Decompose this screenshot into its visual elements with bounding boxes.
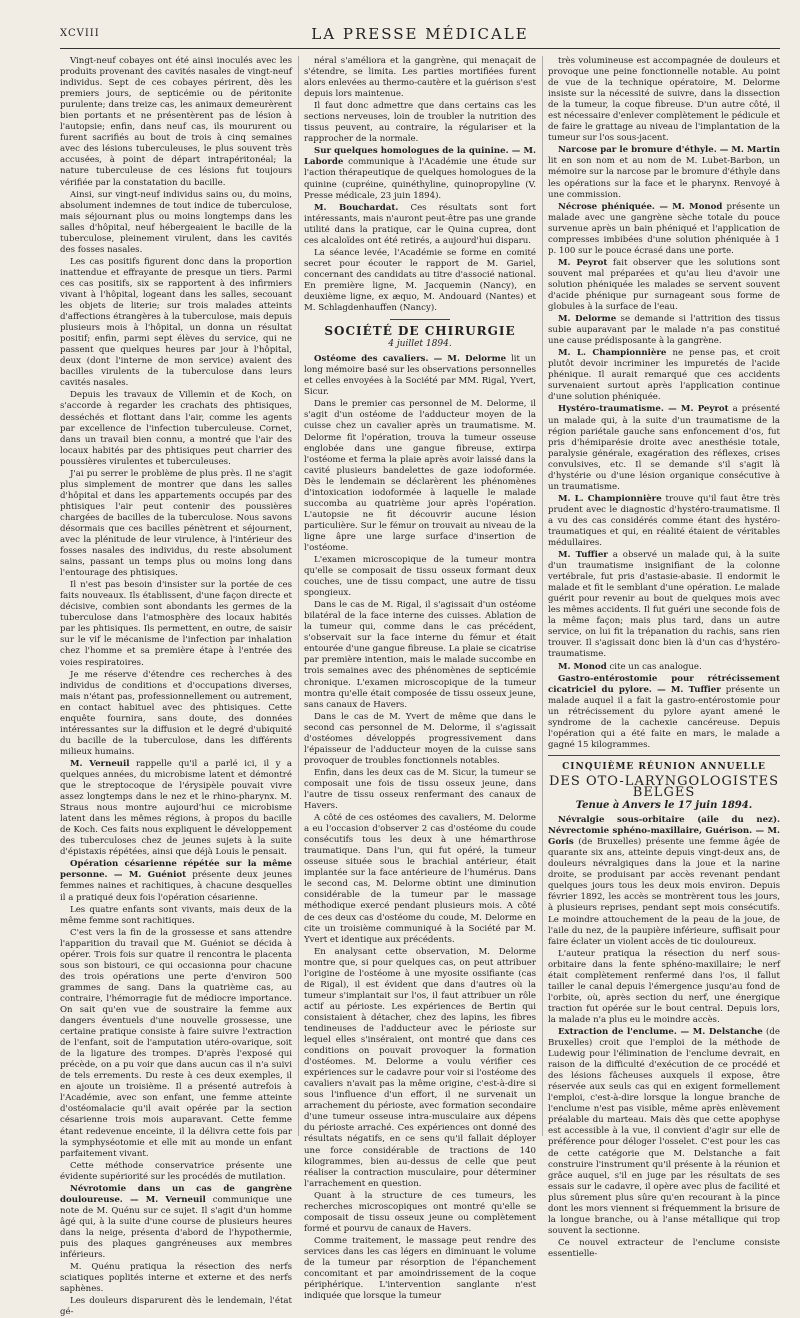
paragraph: Quant à la structure de ces tumeurs, les recherches microscopiques ont montré qu'elle se composait de tissu osseux jeune ou complètement formé et pourvu de canaux de Havers.	[304, 1190, 536, 1234]
paragraph: J'ai pu serrer le problème de plus près. Il ne s'agit plus simplement de montrer que dans les salles d'hôpital et dans les appartements occupés par des phtisiques l'air peut contenir des poussières chargées de bacilles de la tuberculose. Nous savons désormais que ces bacilles pénètrent et séjournent, avec la plénitude de leur virulence, à l'intérieur des fosses nasales des individus, du reste absolument sains, passant un temps plus ou moins long dans l'entourage des phtisiques.	[60, 468, 292, 579]
speaker-name: — M. Guéniot	[107, 870, 187, 881]
paragraph: En analysant cette observation, M. Delorme montre que, si pour quelques cas, on peut attribuer l'origine de l'ostéome à une myosite ossifiante (cas de Rigal), il est évident que dans d'autres où la tumeur s'implantait sur l'os, il faut attribuer un rôle actif au périoste. Les expériences de Bertin qui consistaient à détacher, chez des lapins, les fibres tendineuses de l'adducteur avec le périoste sur lequel elles s'inséraient, ont montré que dans ces conditions on pouvait provoquer la formation d'ostéomes. M. Delorme a voulu vérifier ces expériences sur le cadavre pour voir si l'ostéome des cavaliers n'avait pas la même origine, c'est-à-dire si sous l'influence d'un effort, il ne survenait un arrachement du périoste, avec formation secondaire d'une tumeur osseuse intra-musculaire aux dépens du périoste arraché. Ces expériences ont donné des résultats négatifs, en ce sens qu'il fallait déployer une force considérable de tractions de 140 kilogrammes, bien au-dessus de celle que peut réaliser la contraction musculaire, pour déterminer l'arrachement en question.	[304, 946, 536, 1189]
paragraph	[548, 348, 780, 403]
paragraph: A côté de ces ostéomes des cavaliers, M. Delorme a eu l'occasion d'observer 2 cas d'ostéome du coude consécutifs tous les deux à une hémarthrose traumatique. Dans l'un, qui fut opéré, la tumeur osseuse située sous le brachial antérieur, était implantée sur la face antérieure de l'humérus. Dans le second cas, M. Delorme obtint une diminution considérable de la tumeur par le massage méthodique exercé pendant plusieurs mois. A côté de ces deux cas d'ostéome du coude, M. Delorme en cite un troisième communiqué à la Société par M. Yvert et identique aux précédents.	[304, 813, 536, 945]
section-title: SOCIÉTÉ DE CHIRURGIE	[324, 324, 516, 339]
speaker-name: — M. Delstanche	[676, 1026, 763, 1037]
paragraph: Comme traitement, le massage peut rendre des services dans les cas légers en diminuant le volume de la tumeur par résorption de l'épanchement concomitant et par amoindrissement de la coque périphérique. L'intervention sanglante n'est indiquée que lorsque la tumeur	[304, 1235, 536, 1302]
article-heading: Névrotomie dans un cas de gangrène douloureuse.	[60, 1183, 292, 1205]
article-heading-paragraph	[548, 202, 780, 257]
paragraph	[548, 314, 780, 347]
speaker-name: M. Tuffier	[558, 550, 608, 561]
paragraph: L'auteur pratiqua la résection du nerf sous-orbitaire dans la fente sphéno-maxillaire; le nerf était complètement renfermé dans l'os, il fallut tailler le canal depuis l'émergence jusqu'au fond de l'orbite, où, après section du nerf, une énergique traction fut opérée sur le bout central. Depuis lors, la malade n'a plus eu le moindre accès.	[548, 948, 780, 1025]
paragraph: M. Quénu pratiqua la résection des nerfs sciatiques poplités interne et externe et des nerfs saphènes.	[60, 1262, 292, 1295]
speaker-name: M. Peyrot	[558, 257, 608, 268]
speaker-name: — M. Delorme	[428, 354, 507, 365]
speaker-name: — M. Verneuil	[122, 1194, 206, 1205]
speaker-name: M. Bouchardat.	[314, 202, 399, 213]
paragraph-text: a observé un malade qui, à la suite d'un traumatisme insignifiant de la colonne vertébrale, fut pris d'astasie-abasie. Il endormit le malade et fit le semblant d'une opération. Le malade guérit pour revenir au bout de quelques mois avec les mêmes accidents. Il fut guéri une seconde fois de la même façon; mais plus tard, dans un autre service, on lui fit la trépanation du rachis, sans rien trouver. Il s'agissait donc bien là d'un cas d'hystéro-traumatisme.	[548, 550, 780, 660]
column-3	[548, 56, 781, 1259]
article-heading-paragraph	[60, 859, 292, 903]
paragraph-text: rappelle qu'il a parlé ici, il y a quelques années, du microbisme latent et démontré que le streptocoque de l'érysipèle pouvait vivre assez longtemps dans le nez et le rhino-pharynx. M. Straus nous montre aujourd'hui ce microbisme latent dans les mêmes régions, à propos du bacille de Koch. Ces faits nous expliquent le développement des tuberculoses chez de jeunes sujets à la suite d'épistaxis répétées, ainsi que déjà Louis le pensait.	[60, 758, 292, 858]
paragraph: Il n'est pas besoin d'insister sur la portée de ces faits nouveaux. Ils établissent, d'une façon directe et décisive, combien sont abondants les germes de la tuberculose dans l'atmosphère des locaux habités par les phtisiques. Ils permettent, en outre, de saisir sur le vif le mécanisme de l'infection par inhalation chez l'homme et sa première étape à l'entrée des voies respiratoires.	[60, 580, 292, 668]
section-divider	[548, 755, 780, 756]
meeting-subtitle: Tenue à Anvers le 17 juin 1894.	[575, 800, 753, 812]
page-header	[60, 22, 780, 49]
meeting-title: DES OTO-LARYNGOLOGISTES BELGES	[549, 773, 779, 800]
paragraph-text: communique à l'Académie une étude sur l'action thérapeutique de quelques homologues de la quinine (cupréine, quinéthyline, quinopropyline (V. Presse médicale, 23 juin 1894).	[304, 157, 536, 201]
paragraph-text: cite un cas analogue.	[606, 661, 702, 672]
speaker-name: — M. Peyrot	[663, 404, 729, 415]
paragraph: Les quatre enfants sont vivants, mais deux de la même femme sont rachitiques.	[60, 904, 292, 926]
paragraph: néral s'améliora et la gangrène, qui menaçait de s'étendre, se limita. Les parties mortifiées furent alors enlevées au thermo-cautère et la guérison s'est depuis lors maintenue.	[304, 56, 536, 100]
page-folio: XCVIII	[60, 28, 100, 39]
paragraph-text: trouve qu'il faut être très prudent avec le diagnostic d'hystéro-traumatisme. Il a vu des cas considérés comme étant des hystéro-traumatiques et qui, en réalité étaient de véritables médullaires.	[548, 493, 780, 549]
paragraph-text: (de Bruxelles) croit que l'emploi de la méthode de Ludewig pour l'élimination de l'enclume devrait, en raison de la difficulté d'exécution de ce procédé et des lésions fâcheuses auxquels il expose, être réservée aux seuls cas qui en exigent formellement l'emploi, c'est-à-dire lorsque la longue branche de l'enclume n'est pas visible, même après enlèvement préalable du marteau. Mais dès que cette apophyse est accessible à la vue, il convient d'agir sur elle de préférence pour déloger l'osselet. C'est pour les cas de cette catégorie que M. Delstanche a fait construire l'instrument qu'il présente à la réunion et grâce auquel, s'il en juge par les résultats de ses essais sur le cadavre, il opère avec plus de facilité et plus sûrement plus sûre qu'en recourant à la pince dont les mors viennent si fréquemment la brisure de la longue branche, ou à l'anse métallique qui trop souvent la sectionne.	[548, 1026, 780, 1236]
paragraph: Vingt-neuf cobayes ont été ainsi inoculés avec les produits provenant des cavités nasales de vingt-neuf individus. Sept de ces cobayes périrent, dès les premiers jours, de septicémie ou de péritonite purulente; dans treize cas, les animaux demeurèrent bien portants et ne présentèrent pas de lésion à l'autopsie; enfin, dans neuf cas, ils moururent ou furent sacrifiés au bout de trois à cinq semaines avec des lésions tuberculeuses, le plus souvent très accusées, à point de départ intrapéritonéal; la nature tuberculeuse de ces lésions fut toujours vérifiée par la constatation du bacille.	[60, 56, 292, 188]
article-heading-paragraph	[548, 1027, 780, 1237]
journal-title: LA PRESSE MÉDICALE	[311, 25, 529, 43]
speaker-name: M. L. Championnière	[558, 493, 662, 504]
paragraph: très volumineuse est accompagnée de douleurs et provoque une peine fonctionnelle notable. Au point de vue de la technique opératoire, M. Delorme insiste sur la nécessité de suivre, dans la dissection de la tumeur, la coque fibreuse. D'un autre côté, il est nécessaire d'enlever complètement le pédicule et de faire le grattage au niveau de l'implantation de la tumeur sur l'os sous-jacent.	[548, 56, 780, 144]
paragraph: Dans le cas de M. Rigal, il s'agissait d'un ostéome bilatéral de la face interne des cuisses. Ablation de la tumeur qui, comme dans le cas précédent, s'observait sur la face interne du fémur et était entourée d'une gangue fibreuse. La plaie se cicatrise par première intention, mais le malade succombe en trois semaines avec des phénomènes de septicémie chronique. L'examen microscopique de la tumeur montra qu'elle était composée de tissu osseux jeune, sans canaux de Havers.	[304, 600, 536, 710]
paragraph: Ce nouvel extracteur de l'enclume consiste essentielle-	[548, 1237, 780, 1259]
paragraph	[548, 494, 780, 549]
paragraph: C'est vers la fin de la grossesse et sans attendre l'apparition du travail que M. Guéniot se décida à opérer. Trois fois sur quatre il rencontra le placenta sous son bistouri, ce qui occasionna pour chacune des trois opérations une perte d'environ 500 grammes de sang. Dans la quatrième cas, au contraire, l'hémorragie fut de médiocre importance. On sait qu'en vue de soustraire la femme aux dangers éventuels d'une nouvelle grossesse, une certaine pratique consiste à faire suivre l'extraction de l'enfant, soit de l'amputation utéro-ovarique, soit de la ligature des trompes. D'après l'exposé qui précède, on a pu voir que dans aucun cas il n'a suivi de tels errements. Du reste à ces deux exemples, il en ajoute un troisième. Il a présenté autrefois à l'Académie, avec son enfant, une femme atteinte d'ostéomalacie qu'il avait opérée par la section césarienne trois mois auparavant. Cette femme étant redevenue enceinte, il la délivra cette fois par la symphyséotomie et elle mit au monde un enfant parfaitement vivant.	[60, 927, 292, 1159]
paragraph	[60, 759, 292, 858]
speaker-name: — M. Laborde	[304, 146, 536, 168]
paragraph-text: lit un long mémoire basé sur les observations personnelles et celles envoyées à la Société par MM. Rigal, Yvert, Sicur.	[304, 354, 536, 398]
article-heading-paragraph	[548, 145, 780, 200]
speaker-name: — M. Martin	[716, 145, 780, 156]
paragraph	[304, 203, 536, 247]
article-heading: Gastro-entérostomie pour rétrécissement cicatriciel du pylore.	[548, 673, 780, 695]
section-date: 4 juillet 1894.	[388, 339, 452, 350]
meeting-label: CINQUIÈME RÉUNION ANNUELLE	[562, 761, 766, 772]
speaker-name: — M. Goris	[548, 826, 780, 848]
paragraph: L'examen microscopique de la tumeur montra qu'elle se composait de tissu osseux formant deux couches, une de tissu compact, une autre de tissu spongieux.	[304, 555, 536, 599]
column-1	[60, 56, 292, 1318]
section-divider	[390, 319, 450, 320]
paragraph-text: fait observer que les solutions sont souvent mal préparées et qu'au lieu d'avoir une solution phéniquée les malades se servent souvent d'acide phénique pur surnageant sous forme de globules à la surface de l'eau.	[548, 257, 780, 313]
paragraph: Les cas positifs figurent donc dans la proportion inattendue et effrayante de presque un tiers. Parmi ces cas positifs, six se rapportent à des infirmiers vivant à l'hôpital, logeant dans les salles, secouant les objets de literie; sur trois malades atteints d'affections étrangères à la tuberculose, mais depuis plusieurs mois à l'hôpital, un donna un résultat positif; enfin, parmi sept élèves du service, qui ne passent que quelques heures par jour à l'hôpital, deux (dont l'interne de mon service) avaient des bacilles virulents de la tuberculose dans leurs cavités nasales.	[60, 256, 292, 389]
article-heading: Nécrose phéniquée.	[558, 201, 655, 212]
paragraph: La séance levée, l'Académie se forme en comité secret pour écouter le rapport de M. Gariel, concernant des candidats au titre d'associé national. En première ligne, M. Jacquemin (Nancy), en deuxième ligne, ex æquo, M. Andouard (Nantes) et M. Schlagdenhauffen (Nancy).	[304, 247, 536, 314]
text-columns	[60, 56, 781, 1318]
paragraph	[548, 258, 780, 313]
speaker-name: M. Monod	[558, 661, 607, 672]
article-heading-paragraph	[304, 354, 536, 398]
paragraph: Les douleurs disparurent dès le lendemain, l'état gé-	[60, 1296, 292, 1318]
article-heading-paragraph	[60, 1184, 292, 1261]
speaker-name: — M. Monod	[654, 201, 723, 212]
article-heading-paragraph	[548, 674, 780, 751]
paragraph-text: communique une note de M. Quénu sur ce sujet. Il s'agit d'un homme âgé qui, à la suite d'une course de plusieurs heures dans la neige, présenta d'abord de l'hypothermie, puis des plaques gangréneuses aux membres inférieurs.	[60, 1194, 292, 1261]
paragraph-text: présente un malade avec une gangrène sèche totale du pouce survenue après un bain phéniqué et l'application de compresses imbibées d'une solution phéniquée à 1 p. 100 sur le pouce écrasé dans une porte.	[548, 201, 780, 256]
paragraph: Il faut donc admettre que dans certains cas les sections nerveuses, loin de troubler la nutrition des tissus peuvent, au contraire, la régulariser et la rapprocher de la normale.	[304, 101, 536, 145]
paragraph-text: présente un malade auquel il a fait la gastro-entérostomie pour un rétrécissement du pylore ayant amené le syndrome de la cachexie cancéreuse. Depuis l'opération qui a été faite en mars, le malade a gagné 15 kilogrammes.	[548, 684, 780, 750]
speaker-name: M. Verneuil	[70, 758, 130, 769]
paragraph	[548, 662, 780, 673]
paragraph-text: ne pense pas, et croit plutôt devoir incriminer les impuretés de l'acide phénique. Il aurait remarqué que ces accidents survenaient surtout après l'application continue d'une solution phéniquée.	[548, 348, 780, 403]
article-heading-paragraph	[304, 146, 536, 201]
article-heading: Opération césarienne répétée sur la même personne.	[60, 859, 292, 881]
paragraph-text: présente deux jeunes femmes naines et rachitiques, à chacune desquelles il a pratiqué deux fois l'opération césarienne.	[60, 870, 292, 903]
column-rule	[298, 56, 299, 1136]
column-rule	[542, 56, 543, 1136]
speaker-name: — M. Tuffier	[651, 684, 721, 695]
article-heading: Hystéro-traumatisme.	[558, 404, 664, 415]
paragraph: Dans le premier cas personnel de M. Delorme, il s'agit d'un ostéome de l'adducteur moyen de la cuisse chez un cavalier après un traumatisme. M. Delorme fit l'opération, trouva la tumeur osseuse englobée dans une gangue fibreuse, extirpa l'ostéome et ferma la plaie après avoir laissé dans la cavité plusieurs bandelettes de gaze iodoformée. Dès le lendemain se déclarèrent les phénomènes d'intoxication iodoformée à laquelle le malade succomba au quatrième jour après l'opération. L'autopsie ne fit découvrir aucune lésion particulière. Sur le fémur on trouvait au niveau de la ligne âpre une large surface d'insertion de l'ostéome.	[304, 399, 536, 553]
paragraph: Depuis les travaux de Villemin et de Koch, on s'accorde à regarder les crachats des phtisiques, desséchés et flottant dans l'air, comme les agents par excellence de l'infection tuberculeuse. Cornet, dans un travail bien connu, a montré que l'air des locaux habités par des phtisiques peut charrier des poussières virulentes et tuberculeuses.	[60, 390, 292, 467]
paragraph: Enfin, dans les deux cas de M. Sicur, la tumeur se composait une fois de tissu osseux jeune, dans l'autre de tissu osseux renfermant des canaux de Havers.	[304, 767, 536, 812]
article-heading: Névralgie sous-orbitaire (aile du nez). Névrectomie sphéno-maxillaire, Guérison.	[548, 815, 780, 837]
paragraph-text: se demande si l'attrition des tissus subie auparavant par le malade n'a pas constitué une cause prédisposante à la gangrène.	[548, 314, 780, 347]
article-heading-paragraph	[548, 404, 780, 492]
paragraph	[548, 550, 780, 660]
article-heading: Extraction de l'enclume.	[558, 1026, 677, 1037]
article-heading: Sur quelques homologues de la quinine.	[314, 146, 509, 157]
paragraph: Dans le cas de M. Yvert de même que dans le second cas personnel de M. Delorme, il s'agissait d'ostéomes développés progressivement dans l'épaisseur de l'adducteur moyen de la cuisse sans provoquer de troubles fonctionnels notables.	[304, 711, 536, 766]
paragraph-text: (de Bruxelles) présente une femme âgée de quarante six ans, atteinte depuis vingt-deux ans, de douleurs névralgiques dans la joue et la narine droite, se produisant par accès revenant pendant quelques jours tous les deux mois environ. Depuis février 1892, les accès se montrèrent tous les jours, à plusieurs reprises, pendant sept mois consécutifs. Le moindre attouchement de la peau de la joue, de l'aile du nez, de la paupière inférieure, suffisait pour faire éclater un violent accès de tic douloureux.	[548, 837, 780, 947]
column-2	[304, 56, 536, 1302]
speaker-name: M. L. Championnière	[558, 348, 667, 359]
paragraph: Ainsi, sur vingt-neuf individus sains ou, du moins, absolument indemnes de tout indice de tuberculose, mais séjournant plus ou moins longtemps dans les salles d'hôpital, neuf hébergeaient le bacille de la tuberculose, pleinement virulent, dans les cavités des fosses nasales.	[60, 189, 292, 255]
article-heading: Ostéome des cavaliers.	[314, 354, 429, 365]
paragraph-text: Ces résultats sont fort intéressants, mais n'auront peut-être pas une grande utilité dans la pratique, car le Quina cuprea, dont ces alcaloïdes ont été retirés, a aujourd'hui disparu.	[304, 202, 536, 246]
speaker-name: M. Delorme	[558, 314, 617, 325]
article-heading: Narcose par le bromure d'éthyle.	[558, 145, 717, 156]
paragraph-text: a présenté un malade qui, à la suite d'un traumatisme de la région pariétale gauche sans enfoncement d'os, fut pris d'hémiparésie droite avec anesthésie totale, paralysie générale, exagération des réflexes, crises convulsives, etc. Il se demande s'il s'agit là d'hystérie ou d'une lésion organique consécutive à un traumatisme.	[548, 404, 781, 492]
article-heading-paragraph	[548, 815, 780, 948]
paragraph-text: lit en son nom et au nom de M. Lubet-Barbon, un mémoire sur la narcose par le bromure d'éthyle dans les opérations sur la face et le pharynx. Renvoyé à une commission.	[548, 156, 780, 200]
paragraph: Je me réserve d'étendre ces recherches à des individus de conditions et d'occupations diverses, mais n'étant pas, professionnellement ou autrement, en contact habituel avec des phtisiques. Cette enquête fournira, sans doute, des données intéressantes sur la diffusion et le degré d'ubiquité du bacille de la tuberculose, dans les différents milieux humains.	[60, 669, 292, 757]
paragraph: Cette méthode conservatrice présente une évidente supériorité sur les procédés de mutilation.	[60, 1160, 292, 1182]
